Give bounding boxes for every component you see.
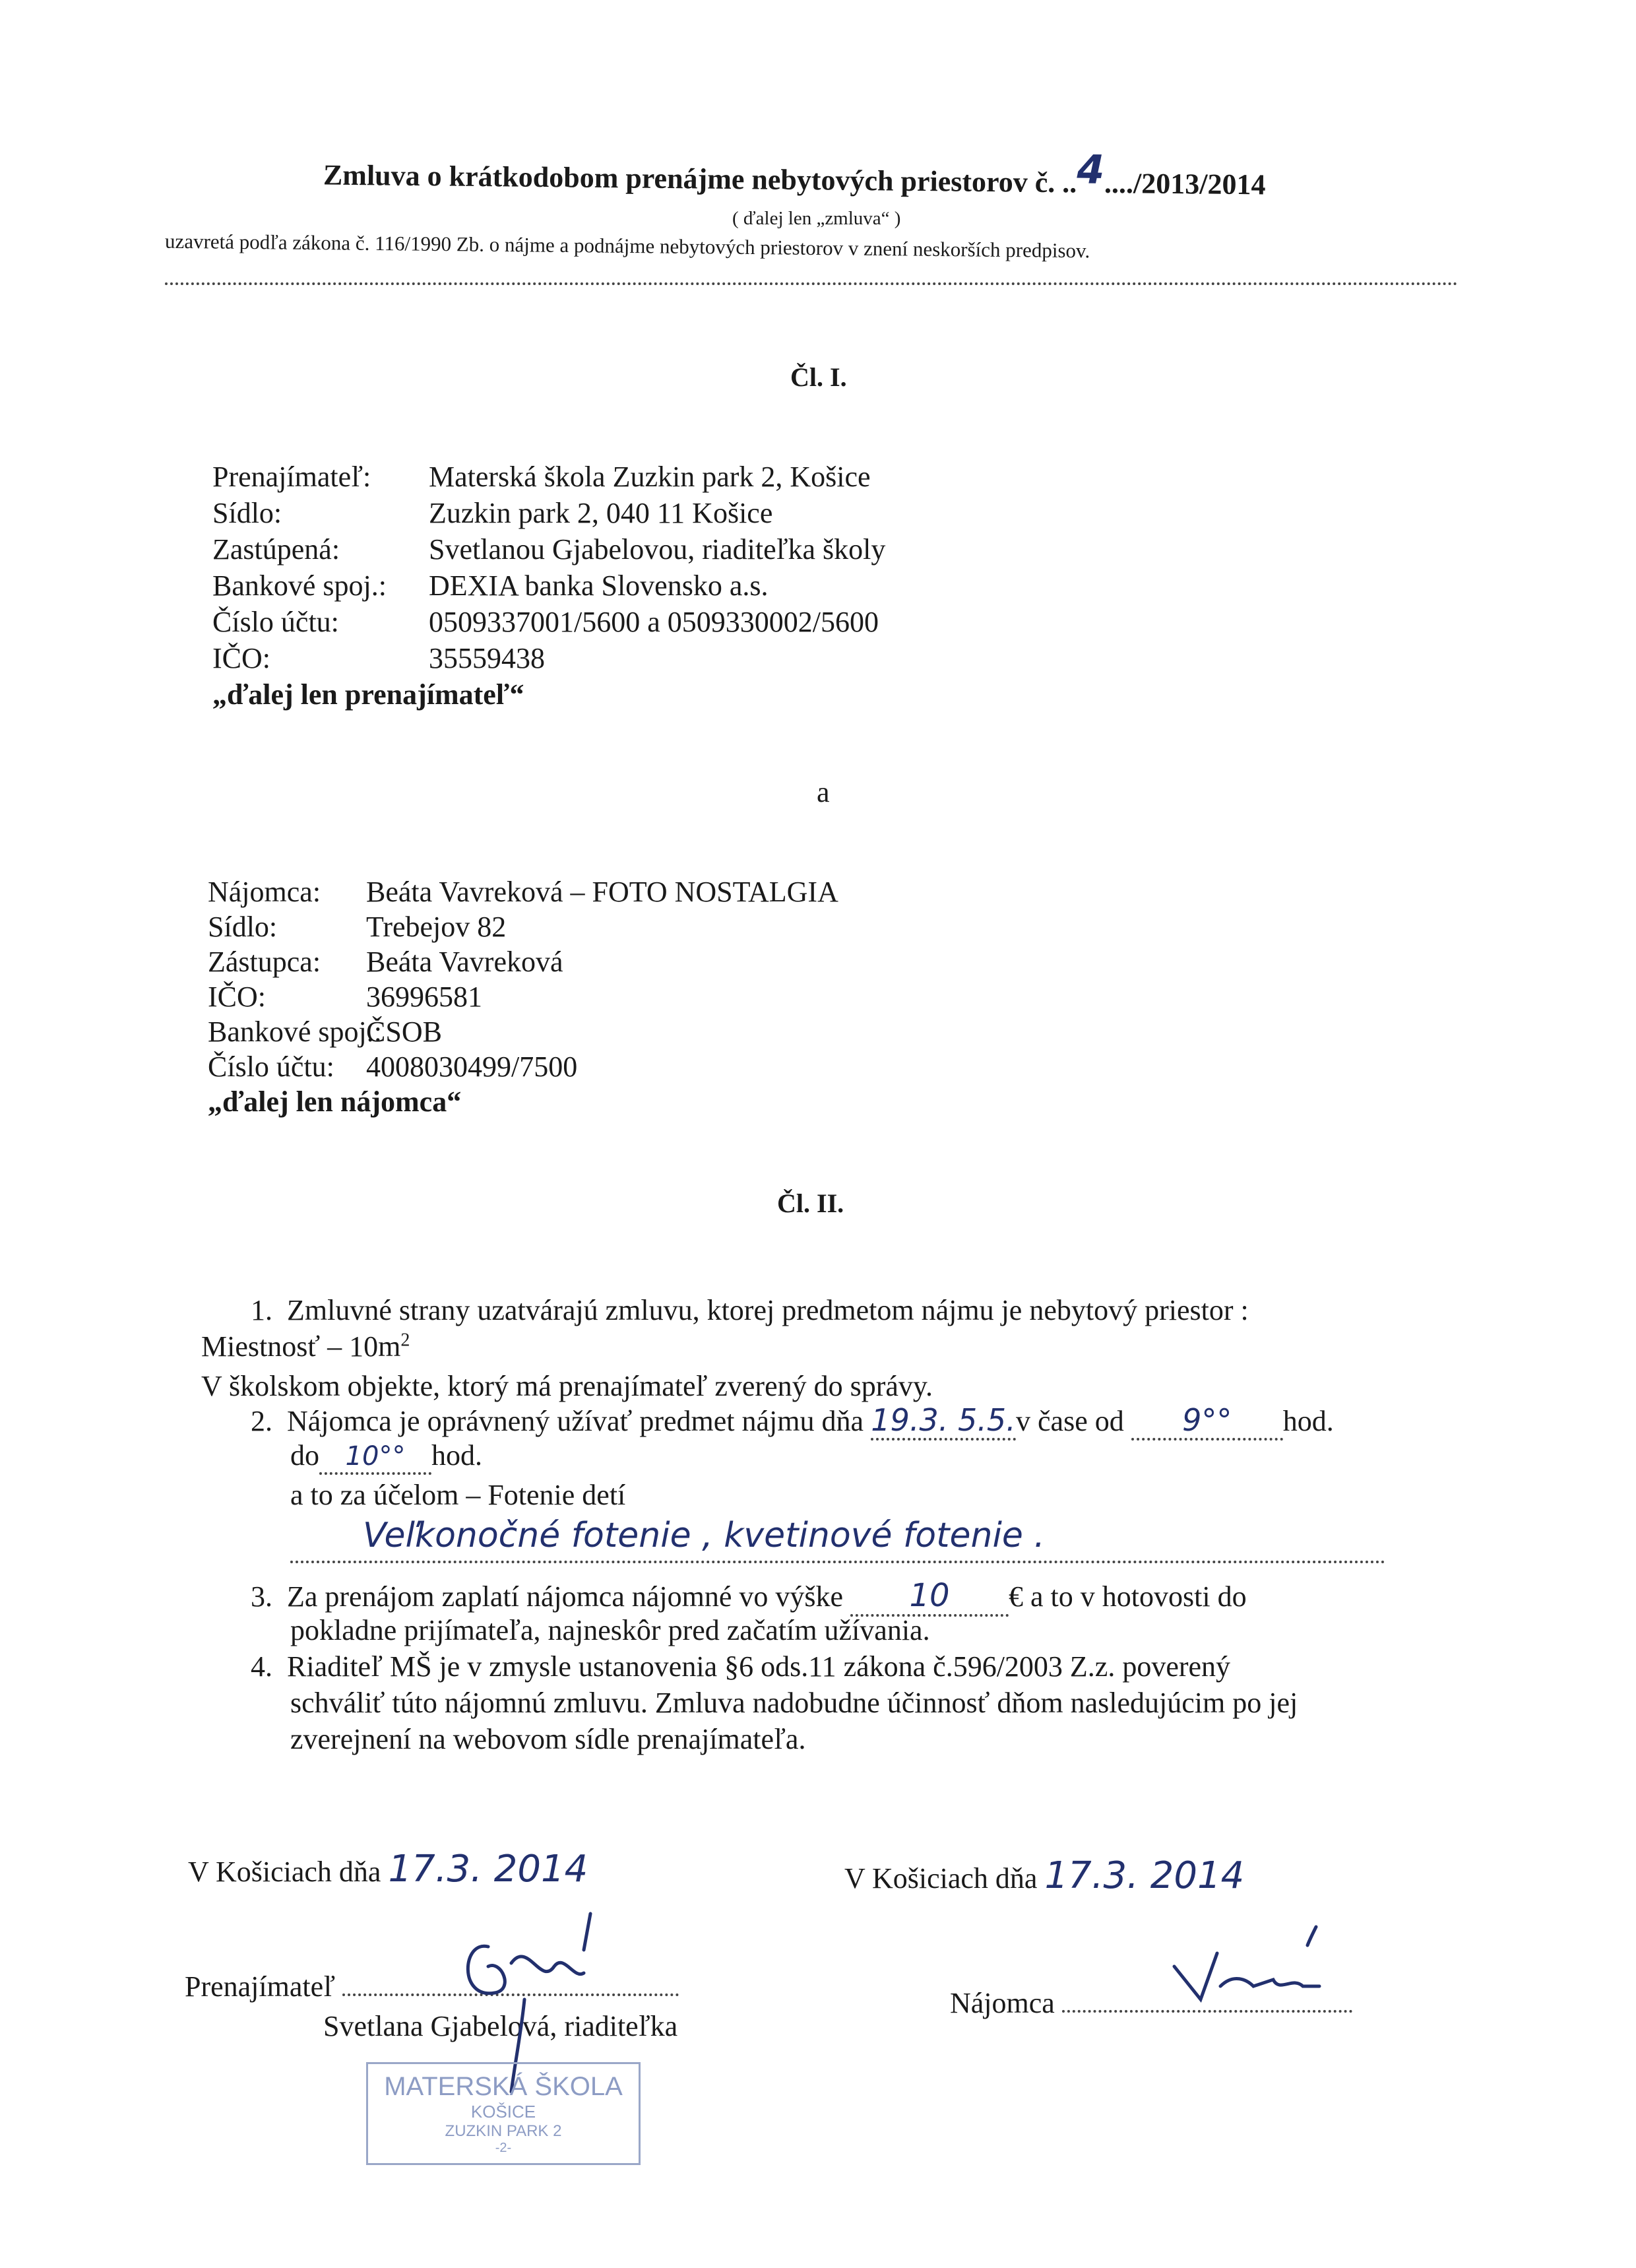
clause-2-line-1	[251, 1402, 1334, 1441]
landlord-value: Zuzkin park 2, 040 11 Košice	[429, 497, 773, 529]
stamp-line-3: ZUZKIN PARK 2	[445, 2122, 562, 2140]
landlord-label: Číslo účtu:	[212, 606, 339, 638]
room-size-superscript: 2	[400, 1330, 410, 1351]
landlord-label: Bankové spoj.:	[212, 569, 387, 602]
school-stamp	[366, 2062, 641, 2165]
tenant-block	[208, 874, 838, 1119]
place-text: V Košiciach dňa	[844, 1862, 1038, 1895]
handwritten-contract-number: 4	[1077, 146, 1105, 193]
clause-text: Za prenájom zaplatí nájomca nájomné vo výške	[287, 1580, 844, 1613]
clause-1-line-3: V školskom objekte, ktorý má prenajímateľ zverený do správy.	[201, 1370, 933, 1402]
article-2-heading: Čl. II.	[777, 1188, 844, 1218]
clause-4-line-3: zverejnení na webovom sídle prenajímateľa.	[290, 1723, 806, 1755]
signature-label: Nájomca	[950, 1987, 1055, 2019]
landlord-label: Zastúpená:	[212, 533, 340, 566]
tenant-value: 4008030499/7500	[366, 1051, 578, 1083]
clause-2-line-3: a to za účelom – Fotenie detí	[290, 1479, 626, 1511]
left-place-date	[188, 1848, 588, 1891]
tenant-label: Bankové spoj.:	[208, 1016, 382, 1048]
header-divider	[165, 282, 1458, 285]
title-prefix: Zmluva o krátkodobom prenájme nebytových priestorov č. ..	[323, 158, 1077, 199]
signature-label: Prenajímateľ	[185, 1970, 336, 2003]
landlord-label: IČO:	[212, 642, 270, 674]
clause-4-line-2: schváliť túto nájomnú zmluvu. Zmluva nadobudne účinnosť dňom nasledujúcim po jej	[290, 1687, 1298, 1719]
clause-number: 2.	[251, 1405, 272, 1437]
landlord-value: Materská škola Zuzkin park 2, Košice	[429, 461, 871, 493]
clause-text: hod.	[431, 1439, 482, 1472]
tenant-row	[208, 944, 838, 979]
clause-3-line-2: pokladne prijímateľa, najneskôr pred začatím užívania.	[290, 1614, 930, 1646]
stamp-line-4: -2-	[495, 2141, 512, 2155]
clause-1-line-1	[251, 1293, 1249, 1327]
tenant-row	[208, 909, 838, 944]
law-reference: uzavretá podľa zákona č. 116/1990 Zb. o nájme a podnájme nebytových priestorov v znení neskorších predpisov.	[164, 229, 1090, 263]
contract-title	[323, 148, 1266, 205]
clause-2-line-2	[290, 1439, 482, 1475]
tenant-row	[208, 1014, 838, 1049]
landlord-row	[212, 459, 885, 495]
landlord-name: Svetlana Gjabelová, riaditeľka	[323, 2010, 678, 2042]
tenant-row	[208, 1049, 838, 1084]
tenant-label: Sídlo:	[208, 911, 278, 943]
landlord-label: Sídlo:	[212, 497, 282, 529]
landlord-value: Svetlanou Gjabelovou, riaditeľka školy	[429, 533, 886, 566]
tenant-row	[208, 874, 838, 909]
landlord-alias: „ďalej len prenajímateľ“	[212, 678, 524, 711]
landlord-row	[212, 640, 885, 676]
clause-text: Riaditeľ MŠ je v zmysle ustanovenia §6 ods.11 zákona č.596/2003 Z.z. poverený	[287, 1650, 1231, 1683]
stamp-line-2: KOŠICE	[470, 2102, 536, 2122]
clause-text: v čase od	[1016, 1405, 1124, 1437]
right-place-date	[844, 1854, 1244, 1897]
clause-4-line-1	[251, 1650, 1230, 1683]
tenant-value: ČSOB	[366, 1016, 442, 1048]
handwritten-right-date: 17.3. 2014	[1044, 1854, 1245, 1897]
tenant-value: 36996581	[366, 981, 482, 1013]
conjunction: a	[817, 776, 830, 808]
landlord-row	[212, 604, 885, 640]
landlord-row	[212, 531, 885, 567]
tenant-value: Beáta Vavreková	[366, 946, 563, 978]
tenant-value: Trebejov 82	[366, 911, 507, 943]
clause-text: do	[290, 1439, 319, 1472]
clause-number: 1.	[251, 1294, 272, 1326]
contract-subtitle: ( ďalej len „zmluva“ )	[732, 208, 901, 229]
tenant-label: Zástupca:	[208, 946, 321, 978]
handwritten-time-to: 10°°	[345, 1441, 406, 1472]
landlord-value: 0509337001/5600 a 0509330002/5600	[429, 606, 879, 638]
tenant-label: Číslo účtu:	[208, 1051, 334, 1083]
clause-text: € a to v hotovosti do	[1009, 1580, 1247, 1613]
handwritten-amount: 10	[909, 1577, 950, 1614]
stamp-line-1: MATERSKÁ ŠKOLA	[384, 2072, 623, 2101]
landlord-block	[212, 459, 885, 713]
clause-number: 4.	[251, 1650, 272, 1683]
amount-field	[850, 1577, 1009, 1617]
landlord-value: 35559438	[429, 642, 545, 674]
handwritten-date: 19.3. 5.5.	[871, 1402, 1016, 1438]
place-text: V Košiciach dňa	[188, 1856, 381, 1888]
clause-text: Zmluvné strany uzatvárajú zmluvu, ktorej predmetom nájmu je nebytový priestor :	[287, 1294, 1249, 1326]
clause-1-line-2	[201, 1330, 410, 1363]
handwritten-left-date: 17.3. 2014	[388, 1848, 588, 1891]
purpose-field	[290, 1514, 1385, 1563]
landlord-label: Prenajímateľ:	[212, 461, 371, 493]
title-suffix: ..../2013/2014	[1104, 166, 1266, 201]
clause-text: Nájomca je oprávnený užívať predmet nájmu dňa	[287, 1405, 864, 1437]
landlord-row	[212, 495, 885, 531]
landlord-row	[212, 567, 885, 604]
room-size-text: Miestnosť – 10m	[201, 1330, 401, 1363]
time-from-field	[1131, 1402, 1283, 1441]
landlord-value: DEXIA banka Slovensko a.s.	[429, 569, 769, 602]
tenant-value: Beáta Vavreková – FOTO NOSTALGIA	[366, 876, 838, 908]
article-1-heading: Čl. I.	[790, 362, 847, 392]
clause-number: 3.	[251, 1580, 272, 1613]
tenant-signature	[1161, 1914, 1346, 2019]
handwritten-purpose: Veľkonočné fotenie , kvetinové fotenie .	[363, 1516, 1045, 1555]
date-field	[871, 1402, 1016, 1441]
tenant-row	[208, 979, 838, 1014]
clause-3-line-1	[251, 1577, 1247, 1617]
time-to-field	[319, 1439, 431, 1475]
tenant-label: Nájomca:	[208, 876, 321, 908]
tenant-label: IČO:	[208, 981, 266, 1013]
clause-text: hod.	[1282, 1405, 1334, 1437]
handwritten-time-from: 9°°	[1182, 1402, 1232, 1438]
tenant-alias: „ďalej len nájomca“	[208, 1085, 462, 1118]
